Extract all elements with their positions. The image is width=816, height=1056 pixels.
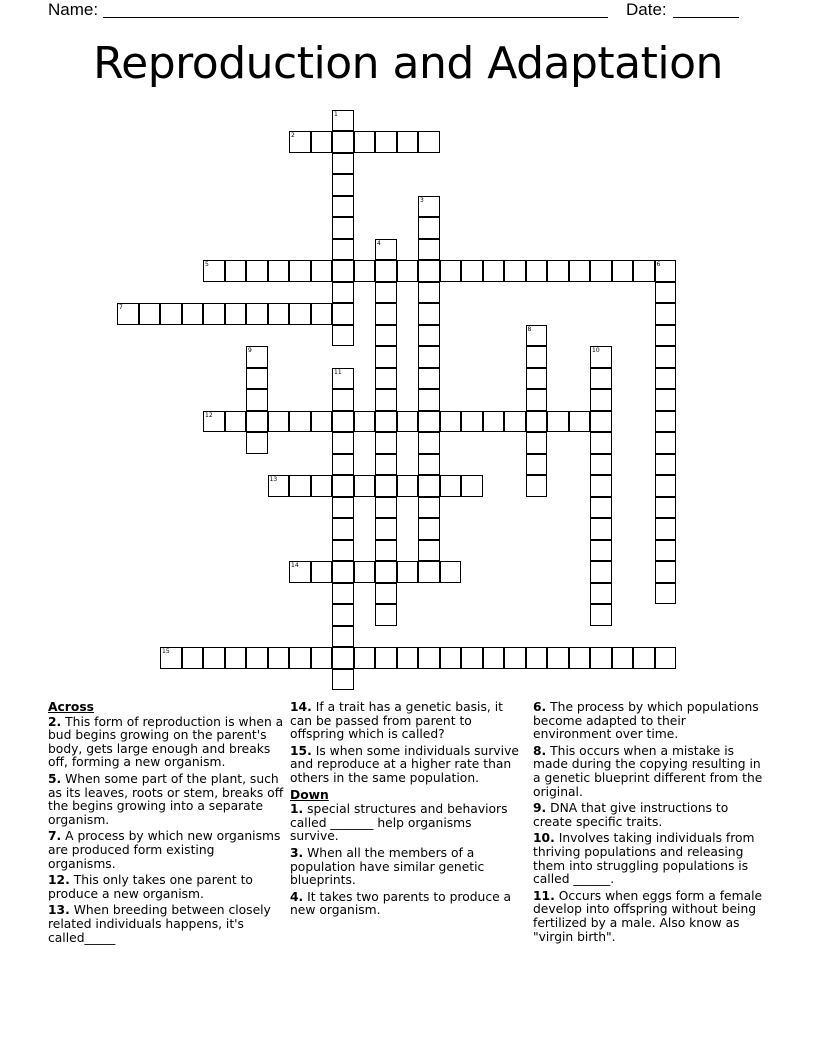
grid-cell[interactable]	[268, 647, 290, 669]
grid-cell[interactable]	[440, 411, 462, 433]
grid-cell[interactable]	[375, 432, 397, 454]
grid-cell[interactable]	[418, 303, 440, 325]
grid-cell[interactable]	[375, 282, 397, 304]
grid-cell[interactable]	[655, 432, 677, 454]
grid-cell[interactable]	[139, 303, 161, 325]
clue-number: 2	[291, 132, 295, 139]
clue-number-label: 2.	[48, 714, 62, 729]
grid-cell[interactable]	[225, 260, 247, 282]
grid-cell[interactable]	[397, 561, 419, 583]
clue-number-label: 13.	[48, 903, 70, 918]
grid-cell[interactable]	[590, 583, 612, 605]
clue-item	[290, 803, 524, 844]
grid-cell[interactable]	[246, 303, 268, 325]
grid-cell[interactable]	[332, 647, 354, 669]
grid-cell[interactable]	[655, 540, 677, 562]
page-title: Reproduction and Adaptation	[93, 38, 723, 89]
grid-cell[interactable]	[418, 325, 440, 347]
grid-cell[interactable]	[375, 411, 397, 433]
grid-cell[interactable]	[332, 475, 354, 497]
grid-cell[interactable]	[332, 239, 354, 261]
grid-cell[interactable]	[182, 303, 204, 325]
grid-cell[interactable]	[203, 303, 225, 325]
grid-cell[interactable]	[332, 217, 354, 239]
grid-cell[interactable]	[246, 368, 268, 390]
grid-cell[interactable]	[440, 561, 462, 583]
grid-cell[interactable]	[547, 647, 569, 669]
clue-item	[290, 701, 524, 742]
clue-number: 3	[420, 196, 424, 204]
grid-cell[interactable]	[418, 239, 440, 261]
grid-cell[interactable]	[590, 389, 612, 411]
grid-cell[interactable]	[590, 518, 612, 540]
clues-column-2	[290, 701, 524, 921]
clue-number: 6	[656, 261, 661, 268]
grid-cell[interactable]	[182, 647, 204, 669]
clue-text: This form of reproduction is when a bud begins growing on the parent's body, gets large enough and breaks off, forming a new organism.	[48, 714, 284, 770]
grid-cell[interactable]	[289, 260, 311, 282]
grid-cell[interactable]	[332, 583, 354, 605]
clue-number-label: 14.	[290, 700, 312, 714]
clue-number-label: 3.	[290, 845, 304, 860]
clue-number: 1	[334, 110, 338, 118]
clue-text: This only takes one parent to produce a new organism.	[48, 873, 253, 901]
clue-text: The process by which populations become adapted to their environment over time.	[533, 700, 759, 742]
grid-cell[interactable]	[483, 647, 505, 669]
clue-number: 13	[269, 476, 278, 483]
grid-cell[interactable]	[289, 411, 311, 433]
grid-cell[interactable]	[655, 368, 677, 390]
grid-cell[interactable]	[375, 647, 397, 669]
grid-cell[interactable]	[332, 454, 354, 476]
clue-item	[533, 832, 765, 886]
grid-cell[interactable]	[655, 454, 677, 476]
clue-number: 8	[527, 325, 532, 333]
grid-cell[interactable]	[526, 475, 548, 497]
grid-cell[interactable]	[418, 368, 440, 390]
grid-cell[interactable]	[590, 604, 612, 626]
clue-item	[48, 773, 284, 827]
grid-cell[interactable]	[655, 583, 677, 605]
clue-item	[48, 904, 284, 945]
grid-cell[interactable]	[418, 131, 440, 153]
grid-cell[interactable]	[526, 260, 548, 282]
grid-cell[interactable]	[246, 260, 268, 282]
clue-number-label: 5.	[48, 771, 62, 786]
grid-cell[interactable]	[418, 518, 440, 540]
grid-cell[interactable]	[289, 303, 311, 325]
grid-cell[interactable]	[332, 540, 354, 562]
grid-cell[interactable]	[569, 411, 591, 433]
grid-cell[interactable]	[547, 260, 569, 282]
grid-cell[interactable]	[375, 561, 397, 583]
grid-cell[interactable]	[268, 303, 290, 325]
grid-cell[interactable]	[375, 260, 397, 282]
grid-cell[interactable]	[311, 260, 333, 282]
grid-cell[interactable]	[332, 518, 354, 540]
grid-cell[interactable]	[633, 260, 655, 282]
clue-text: DNA that give instructions to create specific traits.	[533, 801, 729, 829]
down-heading: Down	[290, 787, 329, 802]
grid-cell[interactable]	[332, 260, 354, 282]
clue-item	[533, 890, 765, 944]
name-label: Name:	[48, 0, 99, 19]
grid-cell[interactable]	[504, 411, 526, 433]
grid-cell[interactable]	[311, 303, 333, 325]
grid-cell[interactable]	[375, 303, 397, 325]
grid-cell[interactable]	[526, 411, 548, 433]
grid-cell[interactable]	[311, 561, 333, 583]
grid-cell[interactable]	[418, 346, 440, 368]
grid-cell[interactable]	[590, 540, 612, 562]
grid-cell[interactable]	[440, 647, 462, 669]
clue-number: 12	[205, 411, 213, 419]
grid-cell[interactable]	[225, 303, 247, 325]
grid-cell[interactable]	[655, 475, 677, 497]
grid-cell[interactable]	[332, 196, 354, 218]
grid-cell[interactable]	[655, 346, 677, 368]
clue-number-label: 15.	[290, 743, 312, 758]
grid-cell[interactable]	[418, 217, 440, 239]
grid-cell[interactable]	[332, 497, 354, 519]
grid-cell[interactable]	[418, 260, 440, 282]
grid-cell[interactable]	[483, 411, 505, 433]
grid-cell[interactable]	[612, 647, 634, 669]
grid-cell[interactable]	[375, 540, 397, 562]
clue-text: When all the members of a population have similar genetic blueprints.	[290, 845, 485, 888]
clue-item	[290, 891, 524, 918]
grid-cell[interactable]	[268, 411, 290, 433]
grid-cell[interactable]	[655, 561, 677, 583]
clue-number: 15	[162, 648, 170, 655]
grid-cell[interactable]	[203, 647, 225, 669]
grid-cell[interactable]	[418, 411, 440, 433]
grid-cell[interactable]	[526, 432, 548, 454]
grid-cell[interactable]	[332, 561, 354, 583]
clue-number: 7	[119, 304, 123, 311]
clue-number-label: 6.	[533, 700, 547, 714]
grid-cell[interactable]	[354, 260, 376, 282]
grid-cell[interactable]	[225, 647, 247, 669]
grid-cell[interactable]	[332, 604, 354, 626]
grid-cell[interactable]	[590, 368, 612, 390]
grid-cell[interactable]	[590, 454, 612, 476]
grid-cell[interactable]	[246, 647, 268, 669]
grid-cell[interactable]	[655, 518, 677, 540]
grid-cell[interactable]	[590, 260, 612, 282]
grid-cell[interactable]	[418, 561, 440, 583]
clue-text: When breeding between closely related individuals happens, it's called_____	[48, 903, 271, 945]
grid-cell[interactable]	[440, 260, 462, 282]
clue-text: This occurs when a mistake is made during the copying resulting in a genetic blueprint different from the original.	[533, 743, 763, 799]
grid-cell[interactable]	[655, 303, 677, 325]
clues-column-1	[48, 701, 284, 948]
grid-cell[interactable]	[655, 411, 677, 433]
across-heading: Across	[48, 700, 94, 714]
clue-text: If a trait has a genetic basis, it can be passed from parent to offspring which is called?	[290, 700, 503, 742]
grid-cell[interactable]	[504, 647, 526, 669]
grid-cell[interactable]	[268, 260, 290, 282]
clues-column-3	[533, 701, 765, 947]
grid-cell[interactable]	[590, 647, 612, 669]
grid-cell[interactable]	[289, 475, 311, 497]
grid-cell[interactable]	[397, 131, 419, 153]
clue-item	[48, 830, 284, 871]
clue-number-label: 7.	[48, 829, 62, 844]
grid-cell[interactable]	[332, 153, 354, 175]
clue-number: 14	[291, 562, 299, 569]
grid-cell[interactable]	[375, 583, 397, 605]
grid-cell[interactable]	[225, 411, 247, 433]
grid-cell[interactable]	[375, 497, 397, 519]
grid-cell[interactable]	[311, 131, 333, 153]
clue-item	[290, 847, 524, 888]
grid-cell[interactable]	[289, 647, 311, 669]
grid-cell[interactable]	[461, 411, 483, 433]
grid-cell[interactable]	[655, 389, 677, 411]
grid-cell[interactable]	[375, 346, 397, 368]
grid-cell[interactable]	[160, 303, 182, 325]
grid-cell[interactable]	[354, 647, 376, 669]
grid-cell[interactable]	[332, 626, 354, 648]
grid-cell[interactable]	[590, 561, 612, 583]
grid-cell[interactable]	[246, 432, 268, 454]
grid-cell[interactable]	[397, 647, 419, 669]
clue-number-label: 4.	[290, 889, 304, 904]
grid-cell[interactable]	[526, 647, 548, 669]
clue-number-label: 8.	[533, 743, 547, 758]
clue-number-label: 1.	[290, 802, 304, 817]
grid-cell[interactable]	[354, 561, 376, 583]
clue-number: 9	[248, 347, 252, 354]
grid-cell[interactable]	[526, 368, 548, 390]
grid-cell[interactable]	[655, 497, 677, 519]
grid-cell[interactable]	[311, 647, 333, 669]
grid-cell[interactable]	[612, 260, 634, 282]
grid-cell[interactable]	[375, 604, 397, 626]
grid-cell[interactable]	[397, 411, 419, 433]
grid-cell[interactable]	[418, 432, 440, 454]
grid-cell[interactable]	[655, 282, 677, 304]
grid-cell[interactable]	[332, 411, 354, 433]
clue-number: 4	[377, 239, 381, 247]
grid-cell[interactable]	[633, 647, 655, 669]
clue-number-label: 12.	[48, 873, 70, 888]
grid-cell[interactable]	[375, 368, 397, 390]
grid-cell[interactable]	[461, 475, 483, 497]
grid-cell[interactable]	[526, 346, 548, 368]
clue-number: 10	[592, 347, 600, 354]
grid-cell[interactable]	[418, 282, 440, 304]
grid-cell[interactable]	[418, 497, 440, 519]
clue-item	[533, 701, 765, 742]
grid-cell[interactable]	[332, 432, 354, 454]
grid-cell[interactable]	[418, 647, 440, 669]
grid-cell[interactable]	[311, 475, 333, 497]
grid-cell[interactable]	[526, 389, 548, 411]
grid-cell[interactable]	[246, 389, 268, 411]
grid-cell[interactable]	[440, 475, 462, 497]
clue-text: A process by which new organisms are produced form existing organisms.	[48, 829, 281, 871]
grid-cell[interactable]	[375, 389, 397, 411]
clue-text: Involves taking individuals from thriving populations and releasing them into struggling populations is called ______.	[533, 831, 755, 887]
grid-cell[interactable]	[332, 389, 354, 411]
date-label: Date:	[626, 0, 667, 19]
grid-cell[interactable]	[461, 260, 483, 282]
grid-cell[interactable]	[375, 475, 397, 497]
grid-cell[interactable]	[375, 518, 397, 540]
grid-cell[interactable]	[418, 475, 440, 497]
grid-cell[interactable]	[461, 647, 483, 669]
grid-cell[interactable]	[332, 669, 354, 691]
grid-cell[interactable]	[375, 454, 397, 476]
grid-cell[interactable]	[590, 411, 612, 433]
clue-number-label: 9.	[533, 801, 547, 816]
grid-cell[interactable]	[354, 131, 376, 153]
grid-cell[interactable]	[246, 411, 268, 433]
clue-text: Occurs when eggs form a female develop into offspring without being fertilized by a male. Also know as "virgin birth".	[533, 888, 763, 944]
grid-cell[interactable]	[332, 282, 354, 304]
clue-item	[48, 716, 284, 770]
grid-cell[interactable]	[504, 260, 526, 282]
clue-item	[533, 745, 765, 799]
grid-cell[interactable]	[397, 475, 419, 497]
grid-cell[interactable]	[590, 475, 612, 497]
clue-text: It takes two parents to produce a new organism.	[290, 889, 512, 918]
clue-text: Is when some individuals survive and reproduce at a higher rate than others in the same population.	[290, 743, 519, 785]
grid-cell[interactable]	[418, 454, 440, 476]
grid-cell[interactable]	[569, 647, 591, 669]
grid-cell[interactable]	[547, 411, 569, 433]
clue-text: When some part of the plant, such as its leaves, roots or stem, breaks off the begins growing into a separate organism.	[48, 771, 284, 827]
grid-cell[interactable]	[332, 131, 354, 153]
grid-cell[interactable]	[418, 389, 440, 411]
grid-cell[interactable]	[354, 475, 376, 497]
grid-cell[interactable]	[375, 131, 397, 153]
grid-cell[interactable]	[375, 325, 397, 347]
clue-item	[290, 745, 524, 786]
clue-text: special structures and behaviors called _______ help organisms survive.	[290, 802, 508, 844]
grid-cell[interactable]	[397, 260, 419, 282]
clue-number-label: 11.	[533, 888, 555, 903]
grid-cell[interactable]	[590, 432, 612, 454]
clue-number-label: 10.	[533, 831, 555, 846]
clue-number: 11	[334, 368, 342, 376]
grid-cell[interactable]	[569, 260, 591, 282]
grid-cell[interactable]	[354, 411, 376, 433]
grid-cell[interactable]	[526, 454, 548, 476]
grid-cell[interactable]	[418, 540, 440, 562]
grid-cell[interactable]	[655, 325, 677, 347]
clue-item	[533, 802, 765, 829]
clue-number: 5	[205, 261, 209, 268]
grid-cell[interactable]	[332, 303, 354, 325]
grid-cell[interactable]	[332, 174, 354, 196]
grid-cell[interactable]	[590, 497, 612, 519]
grid-cell[interactable]	[483, 260, 505, 282]
grid-cell[interactable]	[655, 647, 677, 669]
grid-cell[interactable]	[311, 411, 333, 433]
clue-item	[48, 874, 284, 901]
grid-cell[interactable]	[332, 325, 354, 347]
